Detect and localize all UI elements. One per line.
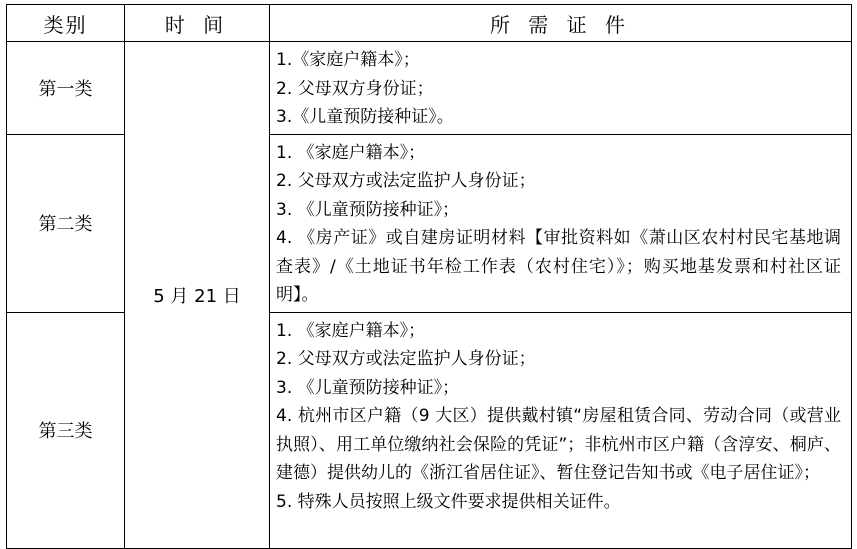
table-row-category-1 bbox=[7, 42, 852, 135]
documents-cell bbox=[270, 312, 852, 548]
document-item: 5. 特殊人员按照上级文件要求提供相关证件。 bbox=[276, 491, 621, 512]
document-item: 1.《家庭户籍本》； bbox=[276, 50, 420, 70]
document-item: 1. 《家庭户籍本》； bbox=[276, 320, 426, 341]
document-item: 3. 《儿童预防接种证》； bbox=[276, 377, 460, 398]
document-item: 1. 《家庭户籍本》； bbox=[276, 142, 426, 163]
category-cell: 第一类 bbox=[7, 42, 125, 135]
category-cell: 第二类 bbox=[7, 134, 125, 312]
document-item: 4. 《房产证》或自建房证明材料【审批资料如《萧山区农村村民宅基地调查表》/《土地证书年检工作表（农村住宅）》；购买地基发票和村社区证明】。 bbox=[276, 228, 841, 305]
header-row bbox=[7, 5, 852, 42]
document-item: 2. 父母双方或法定监护人身份证； bbox=[276, 349, 536, 369]
header-documents: 所 需 证 件 bbox=[270, 5, 852, 42]
document-item: 4. 杭州市区户籍（9 大区）提供戴村镇“房屋租赁合同、劳动合同（或营业执照）、用工单位缴纳社会保险的凭证”；非杭州市区户籍（含淳安、桐庐、建德）提供幼儿的《浙江省居住证》、暂住登记告知书或《电子居住证》； bbox=[276, 406, 841, 483]
document-item: 2. 父母双方身份证； bbox=[276, 78, 434, 99]
category-cell: 第三类 bbox=[7, 312, 125, 548]
documents-cell bbox=[270, 134, 852, 312]
document-item: 2. 父母双方或法定监护人身份证； bbox=[276, 171, 536, 191]
requirements-table bbox=[6, 4, 852, 549]
documents-cell bbox=[270, 42, 852, 135]
document-item: 3. 《儿童预防接种证》； bbox=[276, 199, 460, 220]
time-cell: 5 月 21 日 bbox=[125, 42, 270, 549]
header-category: 类别 bbox=[7, 5, 125, 42]
header-time: 时 间 bbox=[125, 5, 270, 42]
document-item: 3.《儿童预防接种证》。 bbox=[276, 107, 454, 127]
